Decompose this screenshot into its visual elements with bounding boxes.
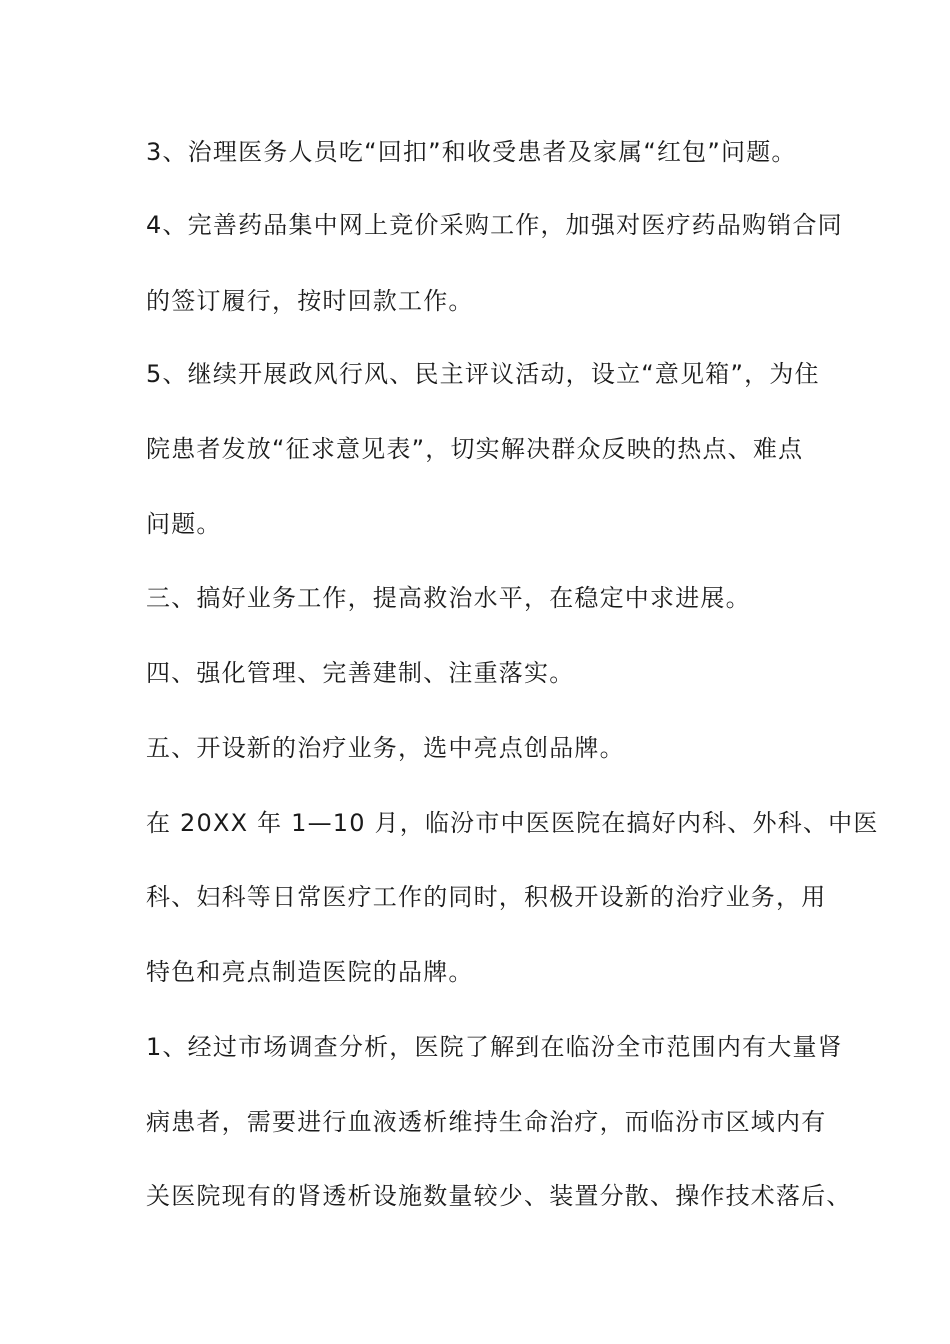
text-line: 关医院现有的肾透析设施数量较少、装置分散、操作技术落后、 bbox=[146, 1182, 852, 1210]
text-line: 在 20XX 年 1—10 月，临汾市中医医院在搞好内科、外科、中医 bbox=[146, 809, 879, 837]
text-line: 4、完善药品集中网上竞价采购工作，加强对医疗药品购销合同 bbox=[146, 211, 843, 239]
text-line: 问题。 bbox=[146, 510, 222, 538]
text-line: 1、经过市场调查分析，医院了解到在临汾全市范围内有大量肾 bbox=[146, 1033, 843, 1061]
text-line: 5、继续开展政风行风、民主评议活动，设立“意见箱”，为住 bbox=[146, 360, 820, 388]
text-line: 病患者，需要进行血液透析维持生命治疗，而临汾市区域内有 bbox=[146, 1108, 827, 1136]
text-line: 特色和亮点制造医院的品牌。 bbox=[146, 958, 474, 986]
text-line: 3、治理医务人员吃“回扣”和收受患者及家属“红包”问题。 bbox=[146, 138, 797, 166]
text-line: 三、搞好业务工作，提高救治水平，在稳定中求进展。 bbox=[146, 584, 751, 612]
text-line: 院患者发放“征求意见表”，切实解决群众反映的热点、难点 bbox=[146, 435, 804, 463]
text-line: 的签订履行，按时回款工作。 bbox=[146, 287, 474, 315]
text-line: 四、强化管理、完善建制、注重落实。 bbox=[146, 659, 575, 687]
text-line: 五、开设新的治疗业务，选中亮点创品牌。 bbox=[146, 734, 625, 762]
text-line: 科、妇科等日常医疗工作的同时，积极开设新的治疗业务，用 bbox=[146, 883, 827, 911]
